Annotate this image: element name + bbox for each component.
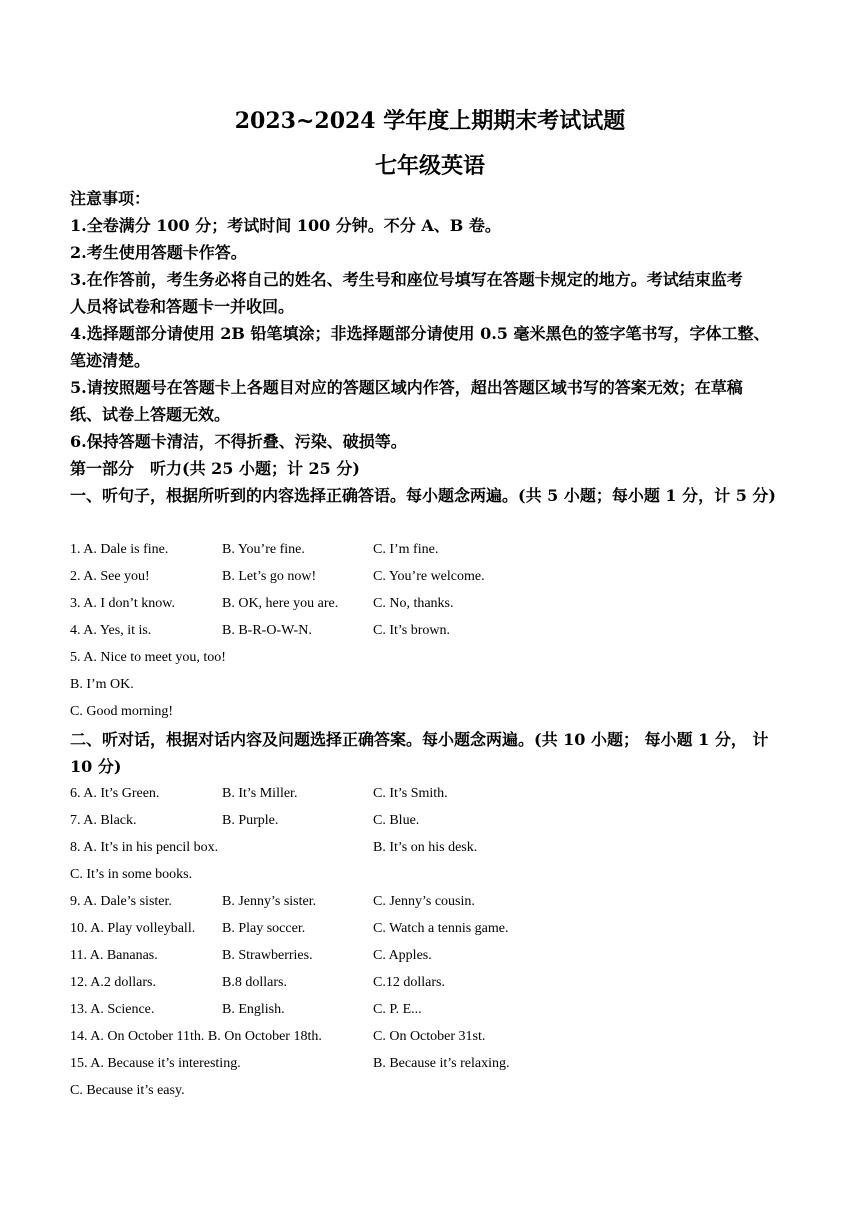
answer-option: C. Because it’s easy. bbox=[70, 1083, 185, 1098]
answer-option: 13. A. Science. bbox=[70, 1002, 155, 1017]
question-row bbox=[70, 536, 794, 563]
answer-option: B. Strawberries. bbox=[222, 948, 313, 963]
question-row bbox=[70, 1050, 794, 1077]
answer-option: B. You’re fine. bbox=[222, 542, 305, 557]
question-row bbox=[70, 590, 794, 617]
answer-option: C. It’s in some books. bbox=[70, 867, 193, 882]
question-row bbox=[70, 969, 794, 996]
notice-line: 人员将试卷和答题卡一并收回。 bbox=[70, 297, 295, 316]
question-row bbox=[70, 807, 794, 834]
question-row bbox=[70, 617, 794, 644]
answer-option: 7. A. Black. bbox=[70, 813, 137, 828]
question-row bbox=[70, 644, 794, 671]
question-row bbox=[70, 563, 794, 590]
question-row bbox=[70, 1077, 794, 1104]
answer-option: 10. A. Play volleyball. bbox=[70, 921, 196, 936]
answer-option: C. Watch a tennis game. bbox=[373, 921, 509, 936]
question-row bbox=[70, 1023, 794, 1050]
notice-line: 1.全卷满分 100 分；考试时间 100 分钟。不分 A、B 卷。 bbox=[70, 216, 501, 235]
question-row bbox=[70, 996, 794, 1023]
question-row bbox=[70, 780, 794, 807]
answer-option: B. Let’s go now! bbox=[222, 569, 317, 584]
answer-option: C.12 dollars. bbox=[373, 975, 445, 990]
notice-line: 5.请按照题号在答题卡上各题目对应的答题区域内作答，超出答题区域书写的答案无效；在草稿 bbox=[70, 378, 743, 397]
answer-option: 8. A. It’s in his pencil box. bbox=[70, 840, 219, 855]
answer-option: 15. A. Because it’s interesting. bbox=[70, 1056, 241, 1071]
answer-option: B. I’m OK. bbox=[70, 677, 134, 692]
answer-option: 14. A. On October 11th. B. On October 18th. bbox=[70, 1029, 322, 1044]
answer-option: C. No, thanks. bbox=[373, 596, 454, 611]
question-row bbox=[70, 942, 794, 969]
answer-option: 9. A. Dale’s sister. bbox=[70, 894, 172, 909]
answer-option: B. Jenny’s sister. bbox=[222, 894, 317, 909]
answer-option: B.8 dollars. bbox=[222, 975, 287, 990]
answer-option: C. It’s Smith. bbox=[373, 786, 448, 801]
question-row bbox=[70, 888, 794, 915]
answer-option: C. It’s brown. bbox=[373, 623, 450, 638]
answer-option: 3. A. I don’t know. bbox=[70, 596, 175, 611]
notice-line: 4.选择题部分请使用 2B 铅笔填涂；非选择题部分请使用 0.5 毫米黑色的签字笔书写，字体工整、 bbox=[70, 324, 770, 343]
answer-option: B. English. bbox=[222, 1002, 285, 1017]
answer-option: B. Play soccer. bbox=[222, 921, 306, 936]
answer-option: B. Purple. bbox=[222, 813, 279, 828]
notice-line: 6.保持答题卡清洁，不得折叠、污染、破损等。 bbox=[70, 432, 407, 451]
answer-option: 5. A. Nice to meet you, too! bbox=[70, 650, 226, 665]
answer-option: C. I’m fine. bbox=[373, 542, 439, 557]
notice-heading: 注意事项： bbox=[70, 189, 151, 208]
answer-option: B. It’s Miller. bbox=[222, 786, 298, 801]
answer-option: 11. A. Bananas. bbox=[70, 948, 158, 963]
answer-option: C. Jenny’s cousin. bbox=[373, 894, 475, 909]
answer-option: B. OK, here you are. bbox=[222, 596, 339, 611]
section-heading: 一、听句子，根据所听到的内容选择正确答语。每小题念两遍。(共 5 小题；每小题 1 分，计 5 分) bbox=[70, 486, 776, 505]
question-row bbox=[70, 915, 794, 942]
answer-option: C. P. E... bbox=[373, 1002, 422, 1017]
answer-option: 1. A. Dale is fine. bbox=[70, 542, 169, 557]
answer-option: C. Good morning! bbox=[70, 704, 174, 719]
answer-option: 4. A. Yes, it is. bbox=[70, 623, 152, 638]
exam-title: 2023~2024 学年度上期期末考试试题 bbox=[234, 108, 626, 134]
answer-option: 12. A.2 dollars. bbox=[70, 975, 156, 990]
notice-line: 笔迹清楚。 bbox=[70, 351, 151, 370]
answer-option: B. It’s on his desk. bbox=[373, 840, 478, 855]
part-heading: 第一部分 听力(共 25 小题；计 25 分) bbox=[70, 459, 360, 478]
answer-option: C. You’re welcome. bbox=[373, 569, 485, 584]
question-row bbox=[70, 671, 794, 698]
answer-option: 6. A. It’s Green. bbox=[70, 786, 160, 801]
answer-option: C. On October 31st. bbox=[373, 1029, 486, 1044]
exam-subtitle: 七年级英语 bbox=[374, 153, 485, 179]
question-row bbox=[70, 698, 794, 725]
notice-line: 纸、试卷上答题无效。 bbox=[70, 405, 231, 424]
answer-option: C. Blue. bbox=[373, 813, 420, 828]
section-heading: 二、听对话，根据对话内容及问题选择正确答案。每小题念两遍。(共 10 小题； 每小题 1 分， 计 10 分) bbox=[70, 730, 769, 776]
question-row bbox=[70, 834, 794, 861]
notice-line: 2.考生使用答题卡作答。 bbox=[70, 243, 247, 262]
notice-line: 3.在作答前，考生务必将自己的姓名、考生号和座位号填写在答题卡规定的地方。考试结束监考 bbox=[70, 270, 743, 289]
answer-option: B. Because it’s relaxing. bbox=[373, 1056, 510, 1071]
answer-option: C. Apples. bbox=[373, 948, 432, 963]
answer-option: B. B-R-O-W-N. bbox=[222, 623, 312, 638]
answer-option: 2. A. See you! bbox=[70, 569, 150, 584]
question-row bbox=[70, 861, 794, 888]
